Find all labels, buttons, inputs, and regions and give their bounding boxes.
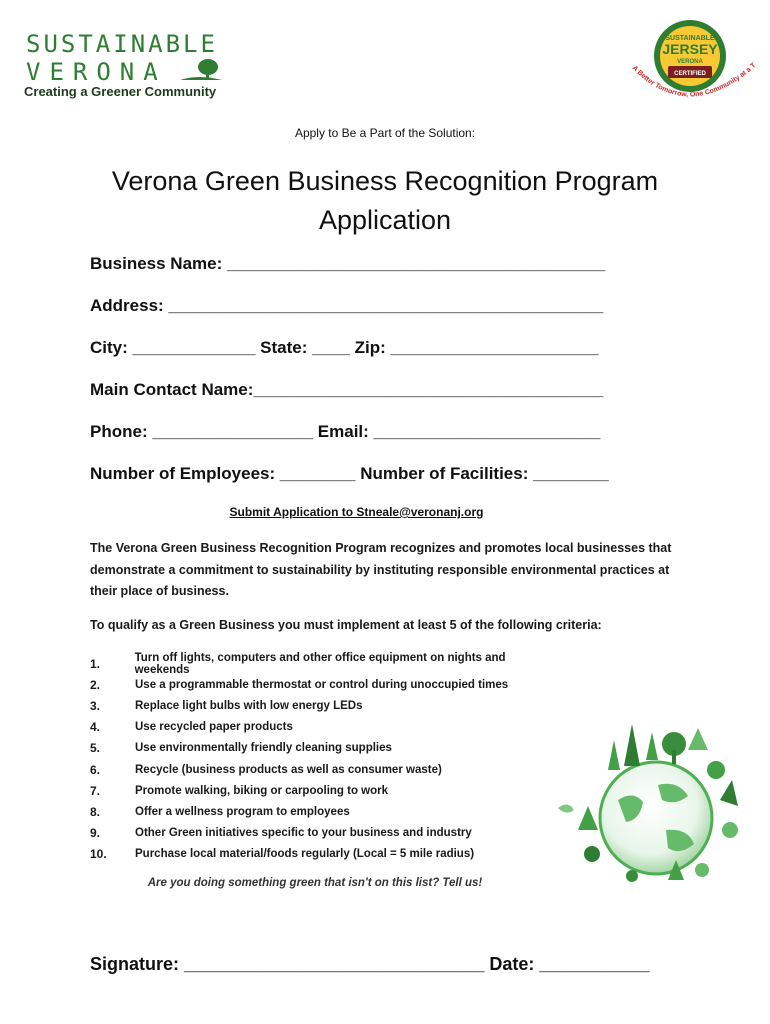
seal-motto-text: A Better Tomorrow, One Community at a T <box>630 62 758 99</box>
criteria-number: 4. <box>90 720 101 735</box>
submit-instructions: Submit Application to Stneale@veronanj.org <box>229 505 484 519</box>
address-field[interactable]: Address: ______________________________________________ <box>90 296 604 315</box>
criteria-text: Use environmentally friendly cleaning supplies <box>135 742 392 755</box>
city-state-zip-field[interactable]: City: _____________ State: ____ Zip: ______________________ <box>90 338 599 357</box>
criteria-item <box>90 801 560 822</box>
main-contact-field[interactable]: Main Contact Name:_____________________________________ <box>90 380 604 399</box>
criteria-number: 1. <box>90 656 101 671</box>
green-globe-illustration <box>548 710 748 890</box>
phone-email-field[interactable]: Phone: _________________ Email: ________________________ <box>90 422 601 441</box>
program-description: The Verona Green Business Recognition Program recognizes and promotes local businesses that demonstrate a commitment to sustainability by instituting responsible environmental practices at their place of business. <box>90 541 672 598</box>
logo-tagline: Creating a Greener Community <box>24 84 217 99</box>
criteria-text: Other Green initiatives specific to your business and industry <box>135 827 472 840</box>
criteria-number: 10. <box>90 847 107 862</box>
seal-main-text: JERSEY <box>662 41 718 57</box>
criteria-number: 9. <box>90 826 101 841</box>
business-name-field[interactable]: Business Name: ________________________________________ <box>90 254 606 273</box>
logo-line-1: SUSTAINABLE <box>26 30 218 58</box>
criteria-item <box>90 695 560 716</box>
sustainable-jersey-seal <box>618 16 758 108</box>
criteria-item <box>90 653 560 674</box>
criteria-number: 3. <box>90 698 101 713</box>
criteria-number: 2. <box>90 677 101 692</box>
criteria-number: 8. <box>90 804 101 819</box>
qualify-text: To qualify as a Green Business you must implement at least 5 of the following criteria: <box>90 618 602 632</box>
seal-badge-text: CERTIFIED <box>674 71 706 77</box>
criteria-text: Replace light bulbs with low energy LEDs <box>135 699 363 712</box>
criteria-item <box>90 674 560 695</box>
criteria-text: Turn off lights, computers and other office equipment on nights and weekends <box>134 651 506 676</box>
page-title <box>0 162 770 240</box>
criteria-item <box>90 844 560 865</box>
criteria-number: 5. <box>90 741 101 756</box>
sustainable-verona-logo <box>24 30 234 102</box>
criteria-text: Promote walking, biking or carpooling to work <box>135 784 389 797</box>
seal-sub-text: VERONA <box>677 59 703 65</box>
criteria-item <box>90 823 560 844</box>
title-line-2: Application <box>318 205 452 235</box>
intro-text: Apply to Be a Part of the Solution: <box>294 126 476 140</box>
criteria-item <box>90 717 560 738</box>
criteria-item <box>90 738 560 759</box>
criteria-list <box>90 653 560 865</box>
title-line-1: Verona Green Business Recognition Program <box>111 166 659 196</box>
criteria-item <box>90 759 560 780</box>
tell-us-text: Are you doing something green that isn't on this list? Tell us! <box>147 877 483 889</box>
criteria-text: Recycle (business products as well as consumer waste) <box>135 763 442 776</box>
criteria-item <box>90 780 560 801</box>
tree-icon <box>178 58 224 82</box>
seal-top-text: SUSTAINABLE <box>665 35 715 42</box>
logo-line-2: VERONA <box>26 58 167 86</box>
criteria-text: Use recycled paper products <box>135 721 293 734</box>
criteria-text: Offer a wellness program to employees <box>135 805 350 818</box>
employees-facilities-field[interactable]: Number of Employees: ________ Number of Facilities: ________ <box>90 464 609 483</box>
criteria-number: 6. <box>90 762 101 777</box>
criteria-number: 7. <box>90 783 101 798</box>
criteria-text: Purchase local material/foods regularly (Local = 5 mile radius) <box>135 848 475 861</box>
criteria-text: Use a programmable thermostat or control during unoccupied times <box>135 678 509 691</box>
signature-date-field[interactable]: Signature: ______________________________ Date: ___________ <box>90 954 650 974</box>
